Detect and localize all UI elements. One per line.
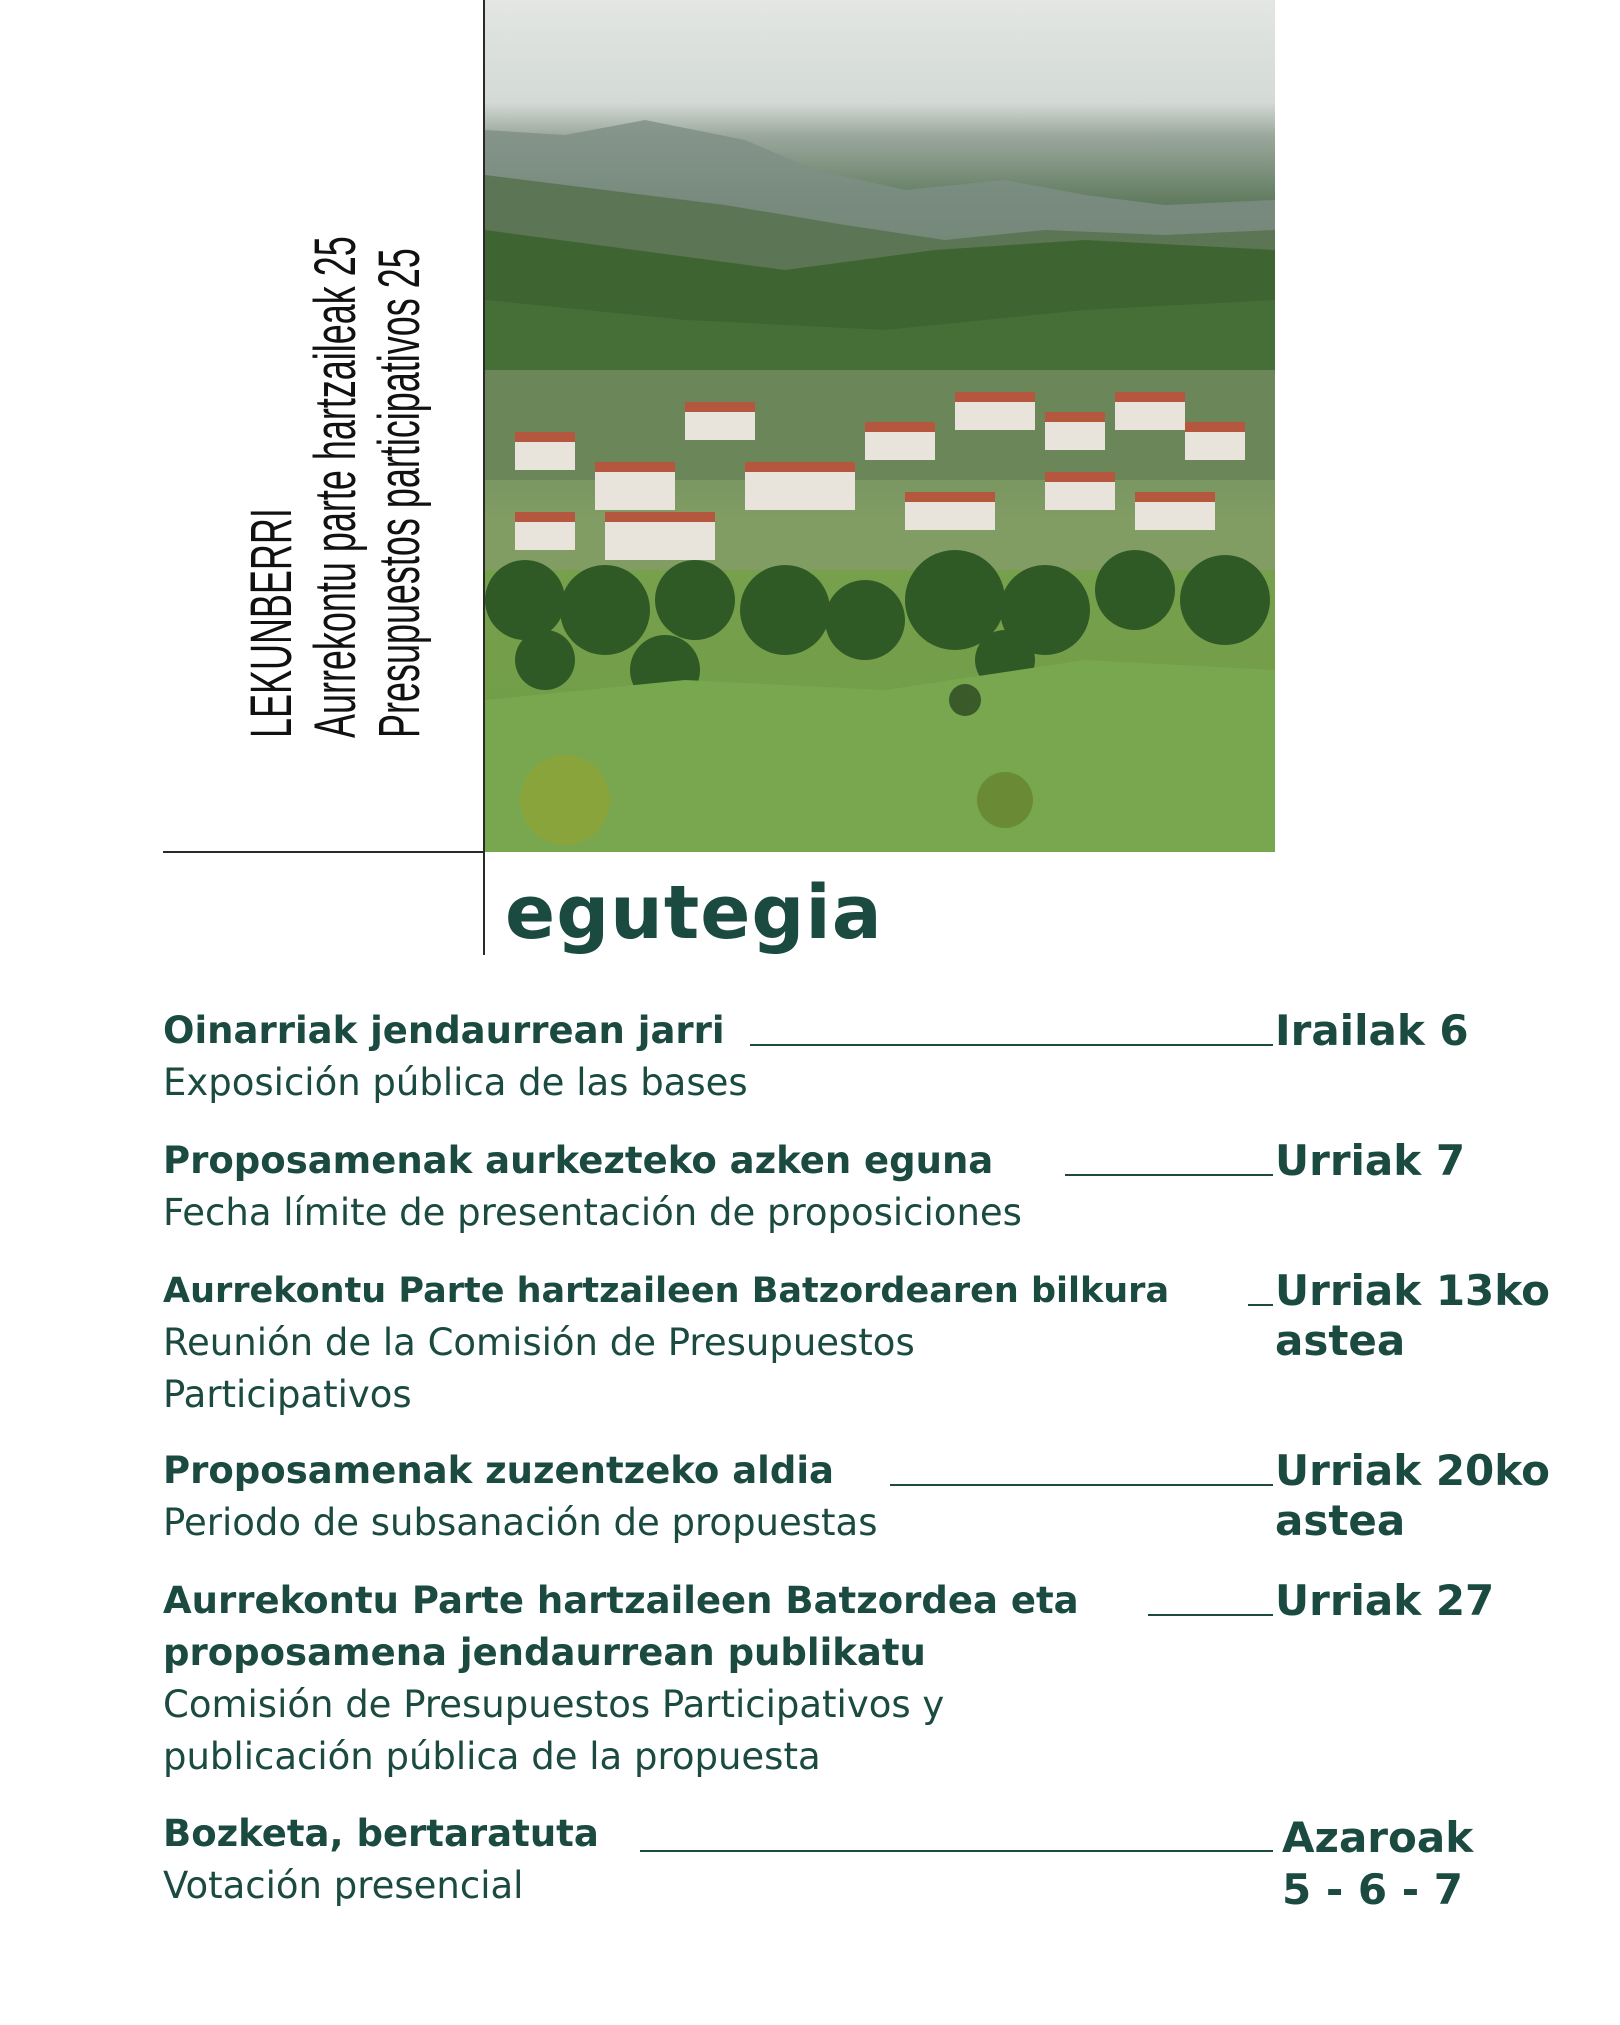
schedule-item-basque-cont: proposamena jendaurrean publikatu: [163, 1631, 926, 1674]
schedule-item-basque: Oinarriak jendaurrean jarri: [163, 1009, 725, 1052]
schedule-item-date-cont: 5 - 6 - 7: [1282, 1865, 1464, 1914]
title-town: LEKUNBERRI: [239, 508, 304, 738]
schedule-item-date: Irailak 6: [1275, 1006, 1469, 1055]
schedule-item-basque: Bozketa, bertaratuta: [163, 1812, 599, 1855]
schedule-item-date-cont: astea: [1275, 1316, 1406, 1365]
vertical-divider: [483, 0, 485, 955]
leader-line: [1248, 1304, 1273, 1306]
schedule-item-spanish: Reunión de la Comisión de Presupuestos: [163, 1321, 915, 1364]
schedule-item-spanish: Comisión de Presupuestos Participativos y: [163, 1683, 945, 1726]
schedule-item-spanish: Exposición pública de las bases: [163, 1061, 748, 1104]
schedule-item-basque: Proposamenak zuzentzeko aldia: [163, 1449, 834, 1492]
title-spanish: Presupuestos participativos 25: [367, 248, 432, 738]
landscape-photo: [485, 0, 1275, 852]
leader-line: [890, 1484, 1273, 1486]
schedule-item-date: Azaroak: [1282, 1813, 1474, 1862]
schedule-item-spanish-cont: Participativos: [163, 1373, 412, 1416]
schedule-item-basque: Aurrekontu Parte hartzaileen Batzordearen bilkura: [163, 1271, 1170, 1311]
page-title: egutegia: [505, 870, 883, 956]
leader-line: [1065, 1174, 1273, 1176]
schedule-item-spanish: Periodo de subsanación de propuestas: [163, 1501, 878, 1544]
schedule-item-date: Urriak 20ko: [1275, 1446, 1550, 1495]
schedule-item-spanish: Fecha límite de presentación de proposiciones: [163, 1191, 1022, 1234]
horizontal-divider: [163, 851, 485, 853]
schedule-item-spanish-cont: publicación pública de la propuesta: [163, 1735, 821, 1778]
schedule-item-date-cont: astea: [1275, 1496, 1406, 1545]
vertical-title-block: [240, 108, 450, 738]
title-basque: Aurrekontu parte hartzaileak 25: [303, 236, 368, 738]
landscape-village-icon: [485, 0, 1275, 852]
leader-line: [1148, 1614, 1273, 1616]
schedule-item-date: Urriak 13ko: [1275, 1266, 1550, 1315]
schedule-item-date: Urriak 27: [1275, 1576, 1495, 1625]
schedule-item-basque: Proposamenak aurkezteko azken eguna: [163, 1139, 994, 1182]
leader-line: [640, 1850, 1273, 1852]
schedule-item-spanish: Votación presencial: [163, 1864, 524, 1907]
schedule-item-date: Urriak 7: [1275, 1136, 1466, 1185]
leader-line: [750, 1044, 1273, 1046]
schedule-item-basque: Aurrekontu Parte hartzaileen Batzordea eta: [163, 1579, 1079, 1622]
